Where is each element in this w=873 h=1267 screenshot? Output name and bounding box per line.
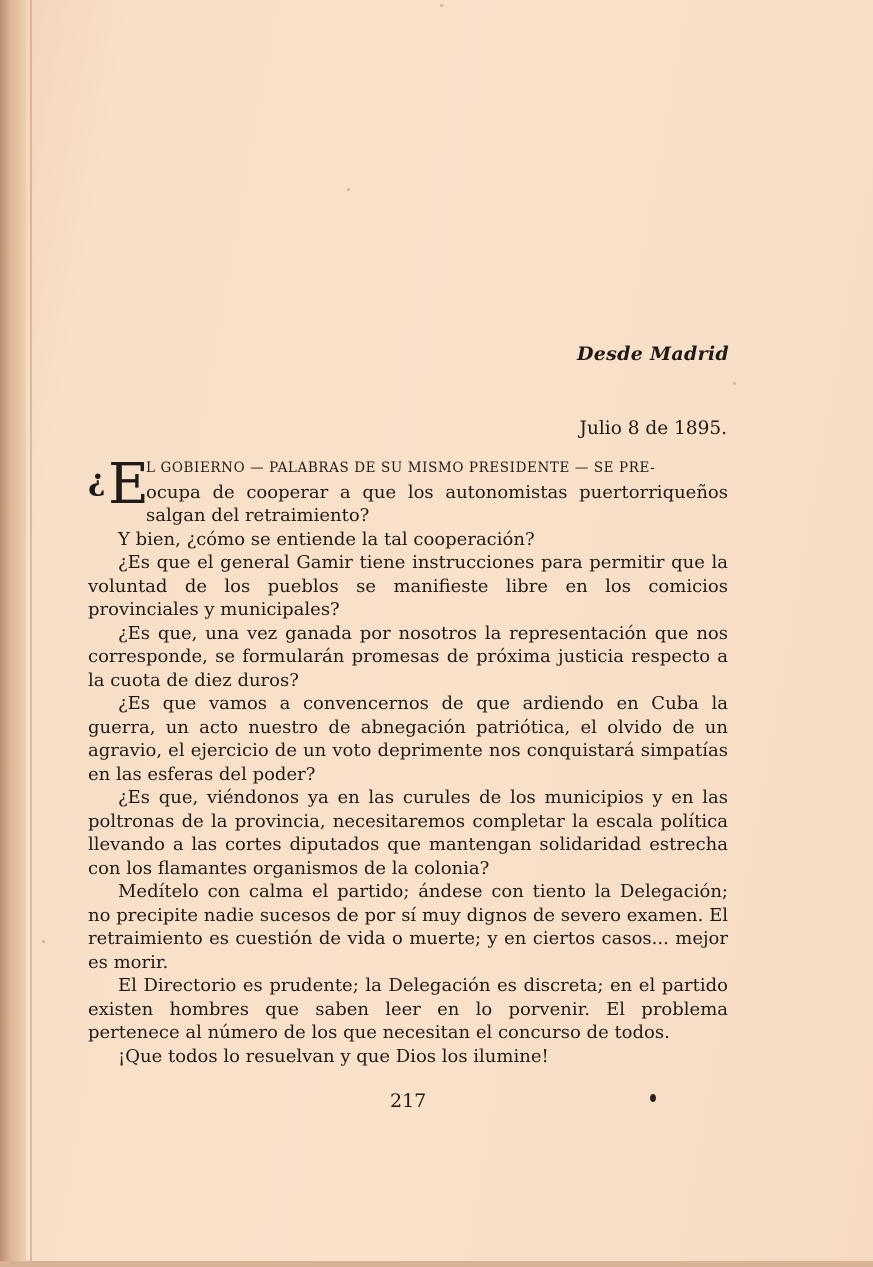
paragraph: ¿Es que el general Gamir tiene instrucciones para permitir que la voluntad de los pueblos se manifieste libre en los comicios provinciales y municipales? [88,552,728,620]
book-spine-shadow [0,0,26,1267]
paragraph: ¿Es que, una vez ganada por nosotros la representación que nos corresponde, se formularán promesas de próxima justicia respecto a la cuota de diez duros? [88,622,728,691]
page-bottom-edge [0,1261,873,1267]
paragraph: Medítelo con calma el partido; ándese con tiento la Delegación; no precipite nadie sucesos de por sí muy dignos de severo examen. El retraimiento es cuestión de vida o muerte; y en ciertos casos... mejor es morir. [88,881,728,973]
paper-speck [42,940,45,943]
paragraph: ¿Es que vamos a convencernos de que ardiendo en Cuba la guerra, un acto nuestro de abnegación patriótica, el olvido de un agravio, el ejercicio de un voto deprimente nos conquistará simpatías en las esferas del poder? [88,693,728,785]
paragraph: ¡Que todos lo resuelvan y que Dios los ilumine! [118,1045,549,1067]
paragraph: Y bien, ¿cómo se entiende la tal cooperación? [118,528,535,550]
page-number: 217 [390,1090,427,1112]
article-date: Julio 8 de 1895. [579,418,727,439]
article-heading: Desde Madrid [577,343,729,365]
dropcap-letter: E [108,452,149,517]
first-paragraph-text: ocupa de cooperar a que los autonomistas puertorriqueños salgan del retraimiento? [146,481,728,526]
paper-speck [440,4,443,7]
page-edge-line [30,0,32,1267]
paragraph: El Directorio es prudente; la Delegación es discreta; en el partido existen hombres que saben leer en lo porvenir. El problema pertenece al número de los que necesitan el concurso de todos. [88,975,728,1043]
dropcap-question-mark: ¿ [88,463,106,498]
paragraph: ¿Es que, viéndonos ya en las curules de los municipios y en las poltronas de la provincia, necesitaremos completar la escala política llevando a las cortes diputados que mantengan solidaridad estrecha con los flamantes organismos de la colonia? [88,787,728,879]
first-paragraph-smallcaps: L GOBIERNO — PALABRAS DE SU MISMO PRESIDENTE — SE PRE- [146,460,656,476]
ink-dot-mark [650,1094,656,1102]
paper-speck [733,382,736,385]
article-body [88,452,728,1068]
first-paragraph [88,452,728,528]
paper-speck [347,188,350,191]
